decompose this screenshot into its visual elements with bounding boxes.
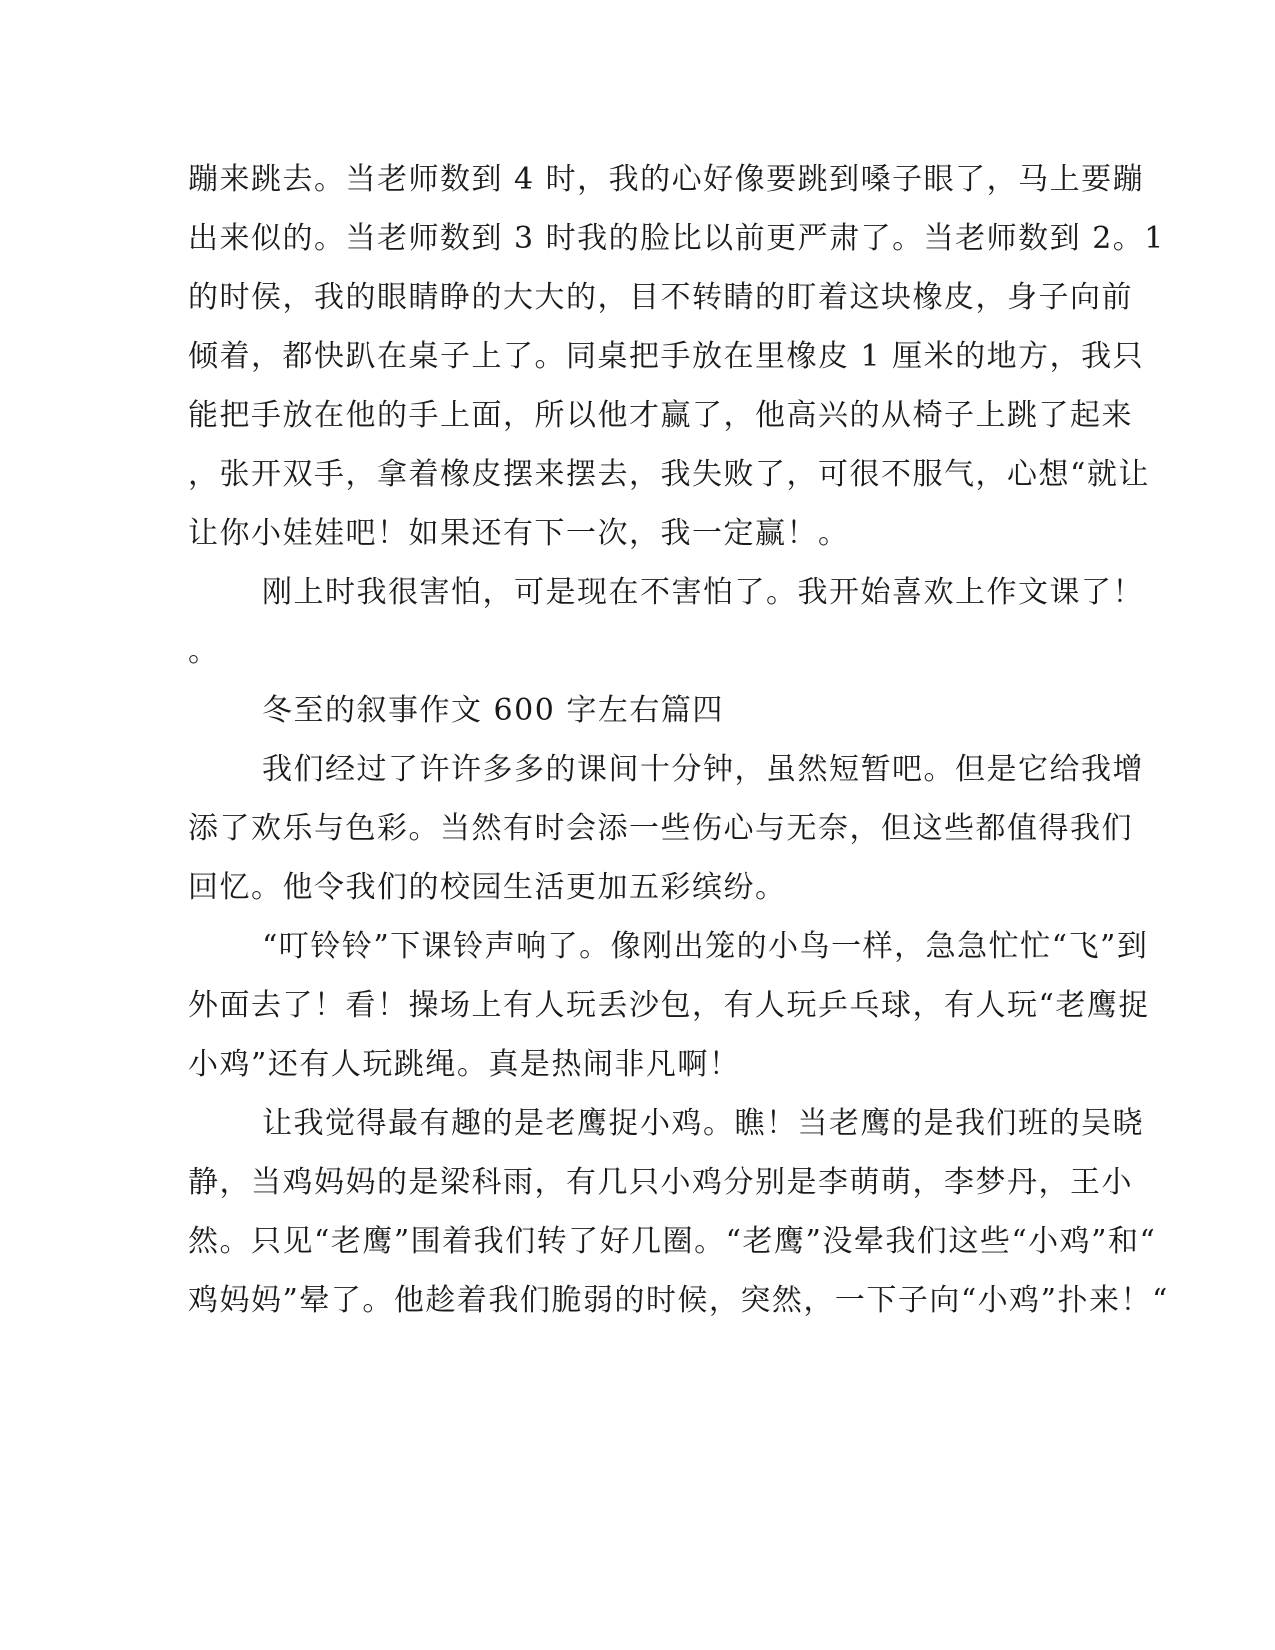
paragraph-line: 刚上时我很害怕，可是现在不害怕了。我开始喜欢上作文课了！: [262, 575, 1144, 610]
text-line: 回忆。他令我们的校园生活更加五彩缤纷。: [188, 870, 787, 905]
text-line: 能把手放在他的手上面，所以他才赢了，他高兴的从椅子上跳了起来: [188, 398, 1133, 433]
paragraph-line: 让我觉得最有趣的是老鹰捉小鸡。瞧！当老鹰的是我们班的吴晓: [262, 1106, 1144, 1141]
text-line: 静，当鸡妈妈的是梁科雨，有几只小鸡分别是李萌萌，李梦丹，王小: [188, 1165, 1133, 1200]
text-line: 。: [188, 634, 220, 669]
text-line: 然。只见“老鹰”围着我们转了好几圈。“老鹰”没晕我们这些“小鸡”和“: [188, 1224, 1157, 1259]
text-line: 添了欢乐与色彩。当然有时会添一些伤心与无奈，但这些都值得我们: [188, 811, 1133, 846]
paragraph-line: “叮铃铃”下课铃声响了。像刚出笼的小鸟一样，急急忙忙“飞”到: [262, 929, 1149, 964]
text-line: ，张开双手，拿着橡皮摆来摆去，我失败了，可很不服气，心想“就让: [188, 457, 1150, 492]
paragraph-line: 我们经过了许许多多的课间十分钟，虽然短暂吧。但是它给我增: [262, 752, 1144, 787]
text-line: 让你小娃娃吧！如果还有下一次，我一定赢！。: [188, 516, 850, 551]
text-line: 倾着，都快趴在桌子上了。同桌把手放在里橡皮 1 厘米的地方，我只: [188, 339, 1145, 374]
text-line: 小鸡”还有人玩跳绳。真是热闹非凡啊！: [188, 1047, 741, 1082]
text-line: 蹦来跳去。当老师数到 4 时，我的心好像要跳到嗓子眼了，马上要蹦: [188, 162, 1145, 197]
text-line: 外面去了！看！操场上有人玩丢沙包，有人玩乒乓球，有人玩“老鹰捉: [188, 988, 1150, 1023]
text-line: 鸡妈妈”晕了。他趁着我们脆弱的时候，突然，一下子向“小鸡”扑来！“: [188, 1283, 1169, 1318]
text-line: 的时侯，我的眼睛睁的大大的，目不转睛的盯着这块橡皮，身子向前: [188, 280, 1133, 315]
section-heading: 冬至的叙事作文 600 字左右篇四: [262, 693, 724, 728]
text-line: 出来似的。当老师数到 3 时我的脸比以前更严肃了。当老师数到 2。1: [188, 221, 1165, 256]
